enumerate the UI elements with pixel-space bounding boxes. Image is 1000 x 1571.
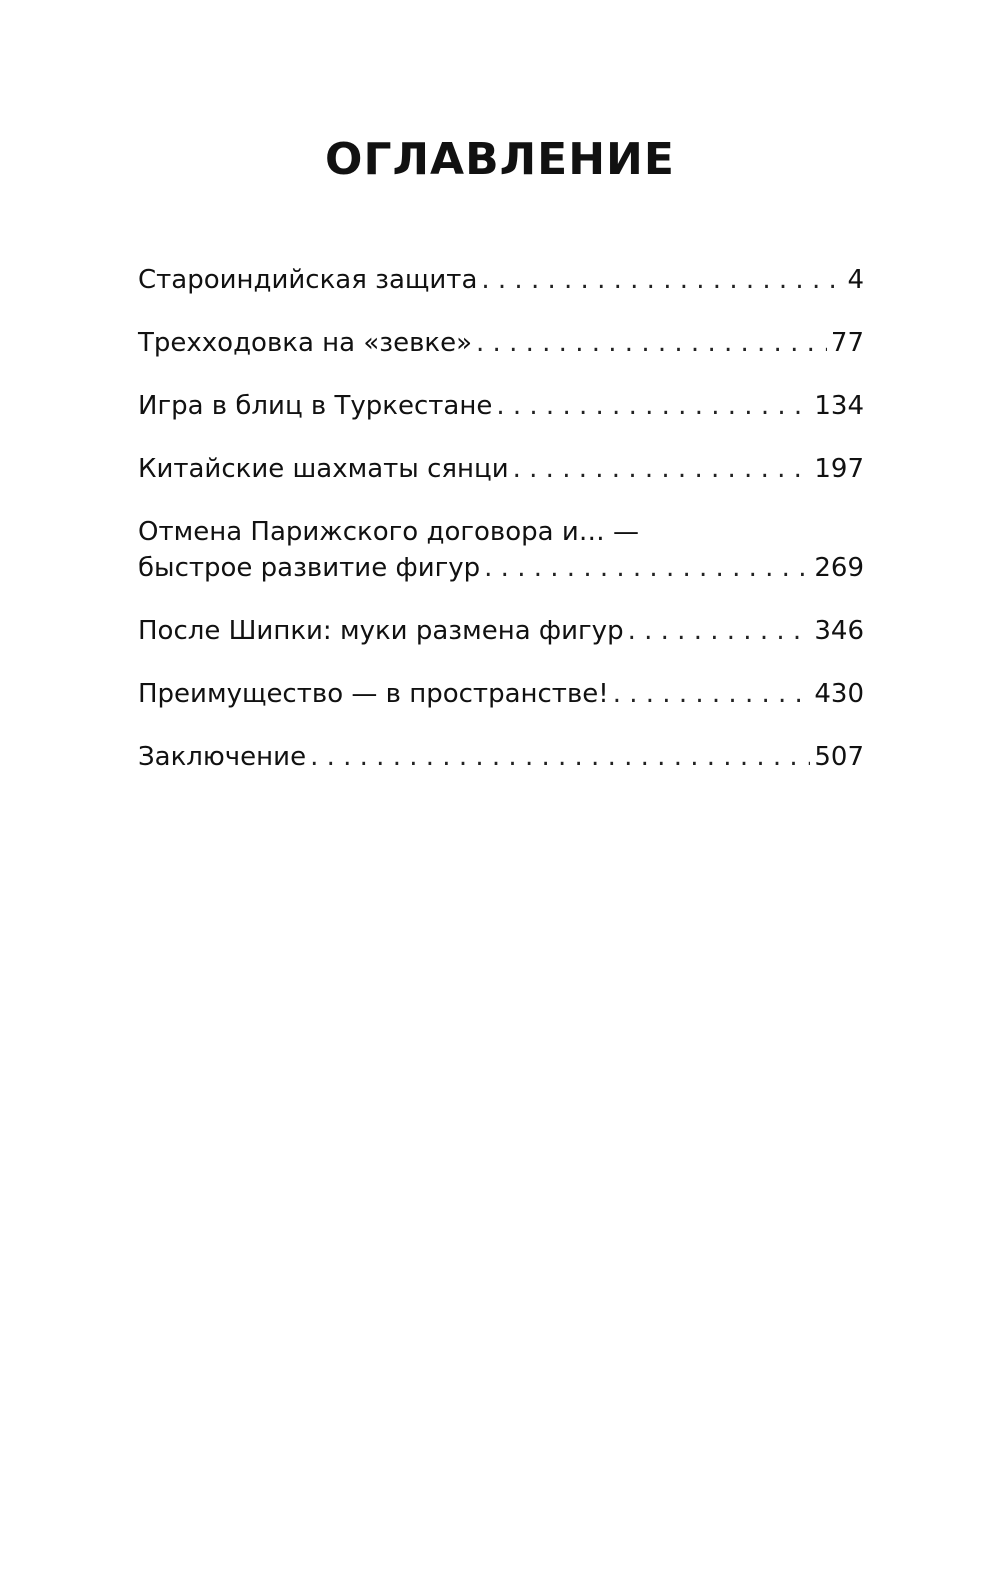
page-title: ОГЛАВЛЕНИЕ [325, 134, 675, 185]
toc-page-number: 77 [830, 328, 864, 358]
toc-page-number: 269 [814, 553, 864, 583]
dot-leader [476, 325, 827, 361]
toc-entry[interactable] [138, 514, 864, 586]
toc-page-number: 4 [847, 265, 864, 295]
toc-page-number: 197 [814, 454, 864, 484]
dot-leader [628, 613, 811, 649]
toc-entry-title: Отмена Парижского договора и… — [138, 517, 640, 547]
toc-entry[interactable] [138, 262, 864, 298]
dot-leader [484, 550, 810, 586]
toc-entry-title: Преимущество — в пространстве! [138, 679, 609, 709]
toc-page-number: 507 [814, 742, 864, 772]
toc-line [138, 550, 864, 586]
toc-line [138, 739, 864, 775]
toc-line [138, 613, 864, 649]
toc-entry[interactable] [138, 451, 864, 487]
toc-line [138, 325, 864, 361]
toc-entry-title: Староиндийская защита [138, 265, 478, 295]
table-of-contents [138, 262, 864, 802]
toc-line [138, 262, 864, 298]
dot-leader [496, 388, 810, 424]
dot-leader [613, 676, 811, 712]
dot-leader [310, 739, 810, 775]
toc-line [138, 514, 864, 550]
toc-line [138, 676, 864, 712]
toc-page-number: 430 [814, 679, 864, 709]
toc-entry[interactable] [138, 388, 864, 424]
toc-entry[interactable] [138, 739, 864, 775]
toc-entry[interactable] [138, 325, 864, 361]
dot-leader [513, 451, 811, 487]
toc-page-number: 134 [814, 391, 864, 421]
toc-entry-title: Игра в блиц в Туркестане [138, 391, 493, 421]
toc-entry[interactable] [138, 676, 864, 712]
toc-page-number: 346 [814, 616, 864, 646]
toc-entry-title: Заключение [138, 742, 307, 772]
toc-entry[interactable] [138, 613, 864, 649]
toc-entry-title: Трехходовка на «зевке» [138, 328, 473, 358]
toc-entry-title: После Шипки: муки размена фигур [138, 616, 624, 646]
toc-line [138, 451, 864, 487]
toc-entry-title-continuation: быстрое развитие фигур [138, 553, 481, 583]
toc-line [138, 388, 864, 424]
toc-entry-title: Китайские шахматы сянци [138, 454, 509, 484]
dot-leader [481, 262, 843, 298]
